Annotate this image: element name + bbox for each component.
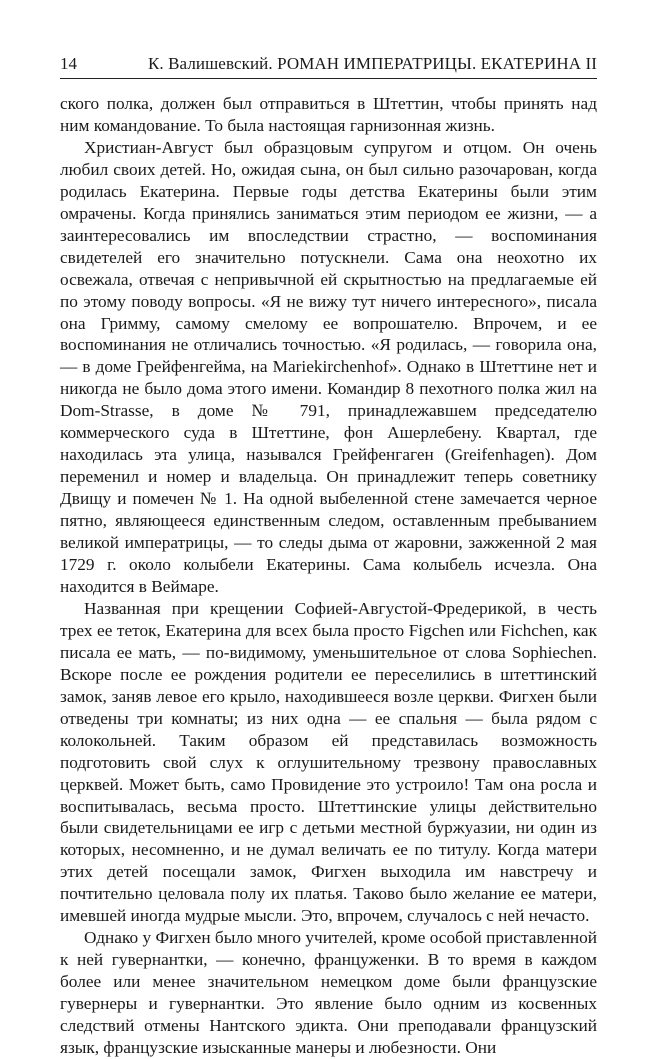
page-header <box>60 50 597 79</box>
paragraph: Христиан-Август был образцовым супругом и отцом. Он очень любил своих детей. Но, ожидая сына, он был сильно разочарован, когда родилась Екатерина. Первые годы детства Екатерины были этим омрачены. Когда принялись заниматься этим периодом ее жизни, — а заинтересовались им впоследствии страстно, — воспоминания свидетелей его значительно потускнели. Сама она неохотно их освежала, отвечая с непривычной ей скрытностью на предлагаемые ей по этому поводу вопросы. «Я не вижу тут ничего интересного», писала она Гримму, самому смелому ее вопрошателю. Впрочем, и ее воспоминания не отличались точностью. «Я родилась, — говорила она, — в доме Грейфенгейма, на Mariekirchenhof». Однако в Штеттине нет и никогда не было дома этого имени. Командир 8 пехотного полка жил на Dom-Strasse, в доме № 791, принадлежавшем председателю коммерческого суда в Штеттине, фон Ашерлебену. Квартал, где находилась эта улица, назывался Грейфенгаген (Greifenhagen). Дом переменил и номер и владельца. Он принадлежит теперь советнику Двищу и помечен № 1. На одной выбеленной стене замечается черное пятно, являющееся единственным следом, оставленным пребыванием великой императрицы, — то следы дыма от жаровни, зажженной 2 мая 1729 г. около колыбели Екатерины. Сама колыбель исчезла. Она находится в Веймаре. <box>60 137 597 596</box>
page-number: 14 <box>60 54 77 73</box>
running-title: К. Валишевский. РОМАН ИМПЕРАТРИЦЫ. ЕКАТЕРИНА II <box>147 54 597 73</box>
paragraph: ского полка, должен был отправиться в Штеттин, чтобы принять над ним командование. То была настоящая гарнизонная жизнь. <box>60 94 597 135</box>
paragraph: Названная при крещении Софией-Августой-Фредерикой, в честь трех ее теток, Екатерина для всех была просто Figchen или Fichchen, как писала ее мать, — по-видимому, уменьшительное от слова Sophiechen. Вскоре после ее рождения родители ее переселились в штеттинский замок, заняв левое его крыло, находившееся возле церкви. Фигхен были отведены три комнаты; из них одна — ее спальня — была рядом с колокольней. Таким образом ей представилась возможность подготовить свой слух к оглушительному трезвону православных церквей. Может быть, само Провидение это устроило! Там она росла и воспитывалась, весьма просто. Штеттинские улицы действительно были свидетельницами ее игр с детьми местной буржуазии, ни один из которых, несомненно, и не думал величать ее по титулу. Когда матери этих детей посещали замок, Фигхен выходила им навстречу и почтительно целовала полу их платья. Таково было желание ее матери, имевшей иногда мудрые мысли. Это, впрочем, случалось с ней нечасто. <box>60 598 597 926</box>
paragraph: Однако у Фигхен было много учителей, кроме особой приставленной к ней гувернантки, — конечно, француженки. В то время в каждом более или менее значительном немецком доме были французские гувернеры и гувернантки. Это явление было одним из косвенных следствий отмены Нантского эдикта. Они преподавали французский язык, французские изысканные манеры и любезности. Они <box>60 928 597 1057</box>
body-text <box>60 93 597 1059</box>
